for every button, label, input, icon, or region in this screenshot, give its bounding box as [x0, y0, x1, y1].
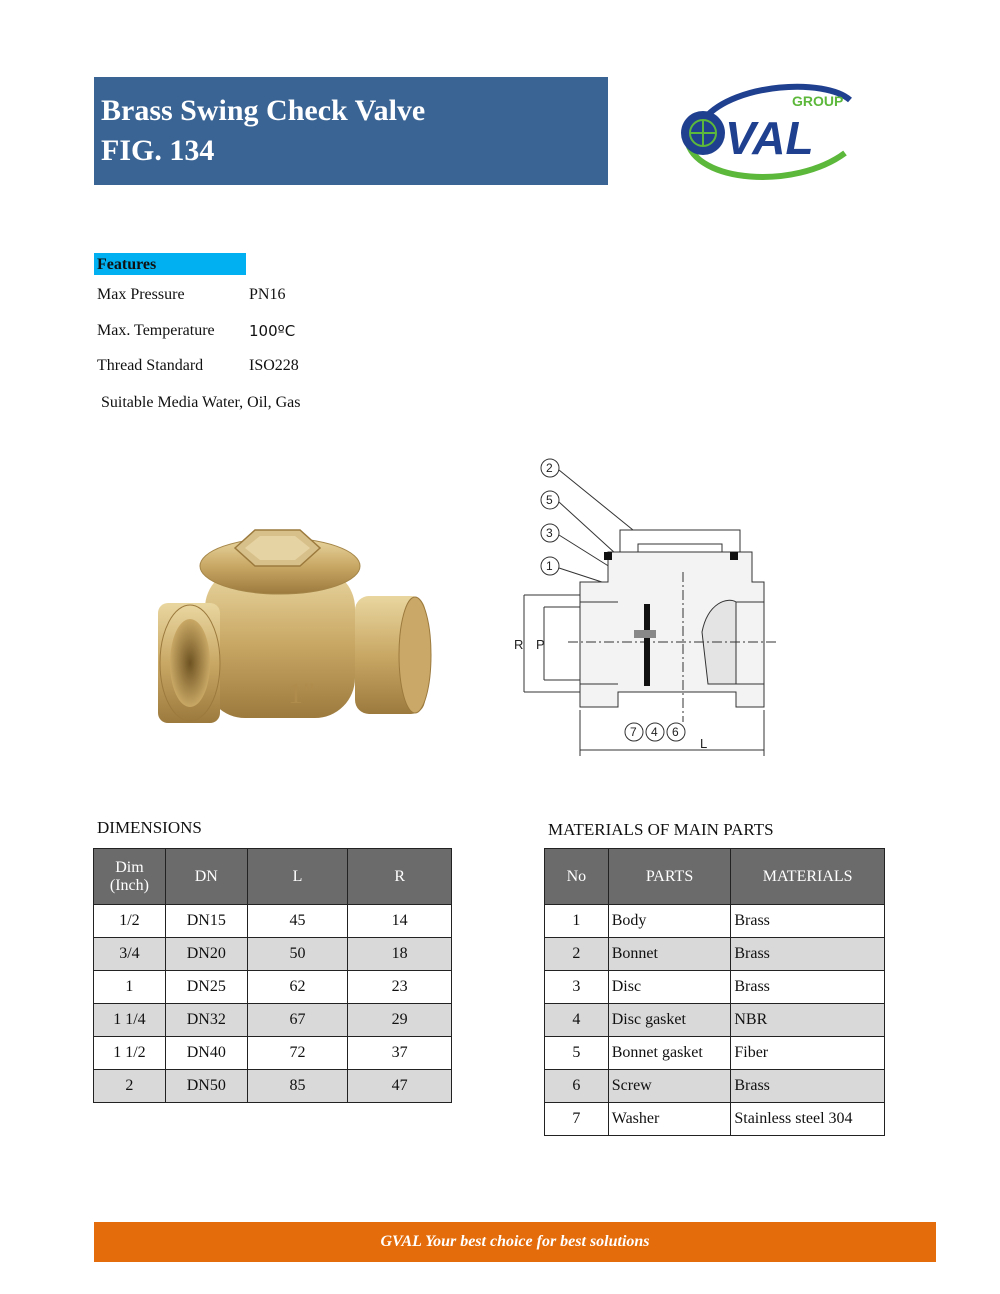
feature-value: 100ºC — [249, 322, 296, 340]
features-heading: Features — [94, 253, 246, 275]
table-cell: DN15 — [165, 905, 247, 938]
column-header — [94, 849, 166, 905]
table-cell: 2 — [94, 1070, 166, 1103]
table-cell: 6 — [545, 1070, 609, 1103]
table-cell: Washer — [608, 1103, 731, 1136]
table-cell: 29 — [348, 1004, 452, 1037]
table-cell: 5 — [545, 1037, 609, 1070]
table-cell: 3/4 — [94, 938, 166, 971]
column-header: MATERIALS — [731, 849, 885, 905]
table-cell: Disc gasket — [608, 1004, 731, 1037]
callout-2: 2 — [546, 461, 553, 475]
table-row — [94, 971, 452, 1004]
callout-7: 7 — [630, 725, 637, 739]
table-cell: 1 1/2 — [94, 1037, 166, 1070]
table-row — [545, 938, 885, 971]
table-cell: 14 — [348, 905, 452, 938]
table-cell: 2 — [545, 938, 609, 971]
table-cell: Brass — [731, 905, 885, 938]
feature-value: PN16 — [249, 286, 286, 303]
table-cell: Bonnet — [608, 938, 731, 971]
table-cell: 50 — [247, 938, 348, 971]
feature-label: Max. Temperature — [97, 322, 215, 339]
feature-label: Max Pressure — [97, 286, 185, 303]
table-header-row — [94, 849, 452, 905]
table-row — [545, 1037, 885, 1070]
table-cell: DN50 — [165, 1070, 247, 1103]
dim-p-label: P — [536, 637, 545, 652]
table-row — [545, 1103, 885, 1136]
table-cell: Body — [608, 905, 731, 938]
table-cell: DN40 — [165, 1037, 247, 1070]
table-cell: 18 — [348, 938, 452, 971]
column-header: R — [348, 849, 452, 905]
column-header-dim: Dim — [115, 858, 144, 876]
callout-3: 3 — [546, 526, 553, 540]
table-cell: DN32 — [165, 1004, 247, 1037]
table-cell: 4 — [545, 1004, 609, 1037]
table-row — [94, 938, 452, 971]
gval-logo — [675, 78, 870, 190]
table-cell: DN20 — [165, 938, 247, 971]
figure-number: FIG. 134 — [101, 134, 215, 167]
table-row — [545, 1070, 885, 1103]
table-cell: 7 — [545, 1103, 609, 1136]
table-cell: Brass — [731, 971, 885, 1004]
table-cell: Fiber — [731, 1037, 885, 1070]
table-row — [545, 1004, 885, 1037]
table-cell: 1 1/4 — [94, 1004, 166, 1037]
materials-title: MATERIALS OF MAIN PARTS — [548, 820, 774, 839]
table-row — [94, 1037, 452, 1070]
column-header: PARTS — [608, 849, 731, 905]
dim-l-label: L — [700, 736, 708, 751]
table-row — [545, 905, 885, 938]
table-cell: 37 — [348, 1037, 452, 1070]
column-header-inch: (Inch) — [109, 876, 149, 894]
table-cell: 47 — [348, 1070, 452, 1103]
table-header-row — [545, 849, 885, 905]
column-header: DN — [165, 849, 247, 905]
dim-r-label: R — [514, 637, 524, 652]
dimensions-title: DIMENSIONS — [97, 818, 202, 837]
table-row — [94, 1004, 452, 1037]
title-banner — [94, 77, 608, 185]
callout-5: 5 — [546, 493, 553, 507]
table-row — [94, 1070, 452, 1103]
table-cell: Disc — [608, 971, 731, 1004]
footer-slogan: GVAL Your best choice for best solutions — [94, 1222, 936, 1262]
column-header: No — [545, 849, 609, 905]
section-drawing — [508, 452, 798, 762]
table-cell: 72 — [247, 1037, 348, 1070]
table-cell: 62 — [247, 971, 348, 1004]
table-cell: 85 — [247, 1070, 348, 1103]
materials-table — [544, 848, 885, 1136]
table-cell: Stainless steel 304 — [731, 1103, 885, 1136]
table-cell: 1 — [545, 905, 609, 938]
feature-value: ISO228 — [249, 357, 299, 374]
feature-label: Thread Standard — [97, 357, 204, 374]
dimensions-table — [93, 848, 452, 1103]
table-cell: 45 — [247, 905, 348, 938]
table-cell: 1/2 — [94, 905, 166, 938]
table-row — [545, 971, 885, 1004]
logo-group-text: GROUP — [792, 93, 844, 109]
valve-size-marking: 1" — [288, 677, 316, 710]
table-cell: 3 — [545, 971, 609, 1004]
valve-photo — [150, 518, 440, 758]
table-cell: Brass — [731, 1070, 885, 1103]
table-cell: DN25 — [165, 971, 247, 1004]
table-cell: Bonnet gasket — [608, 1037, 731, 1070]
table-cell: NBR — [731, 1004, 885, 1037]
callout-1: 1 — [546, 559, 553, 573]
table-cell: Screw — [608, 1070, 731, 1103]
callout-4: 4 — [651, 725, 658, 739]
table-row — [94, 905, 452, 938]
logo-brand-text: VAL — [725, 112, 814, 164]
table-cell: 67 — [247, 1004, 348, 1037]
table-cell: Brass — [731, 938, 885, 971]
callout-6: 6 — [672, 725, 679, 739]
table-cell: 23 — [348, 971, 452, 1004]
suitable-media: Suitable Media Water, Oil, Gas — [101, 394, 301, 411]
table-cell: 1 — [94, 971, 166, 1004]
product-title: Brass Swing Check Valve — [101, 94, 426, 127]
column-header: L — [247, 849, 348, 905]
